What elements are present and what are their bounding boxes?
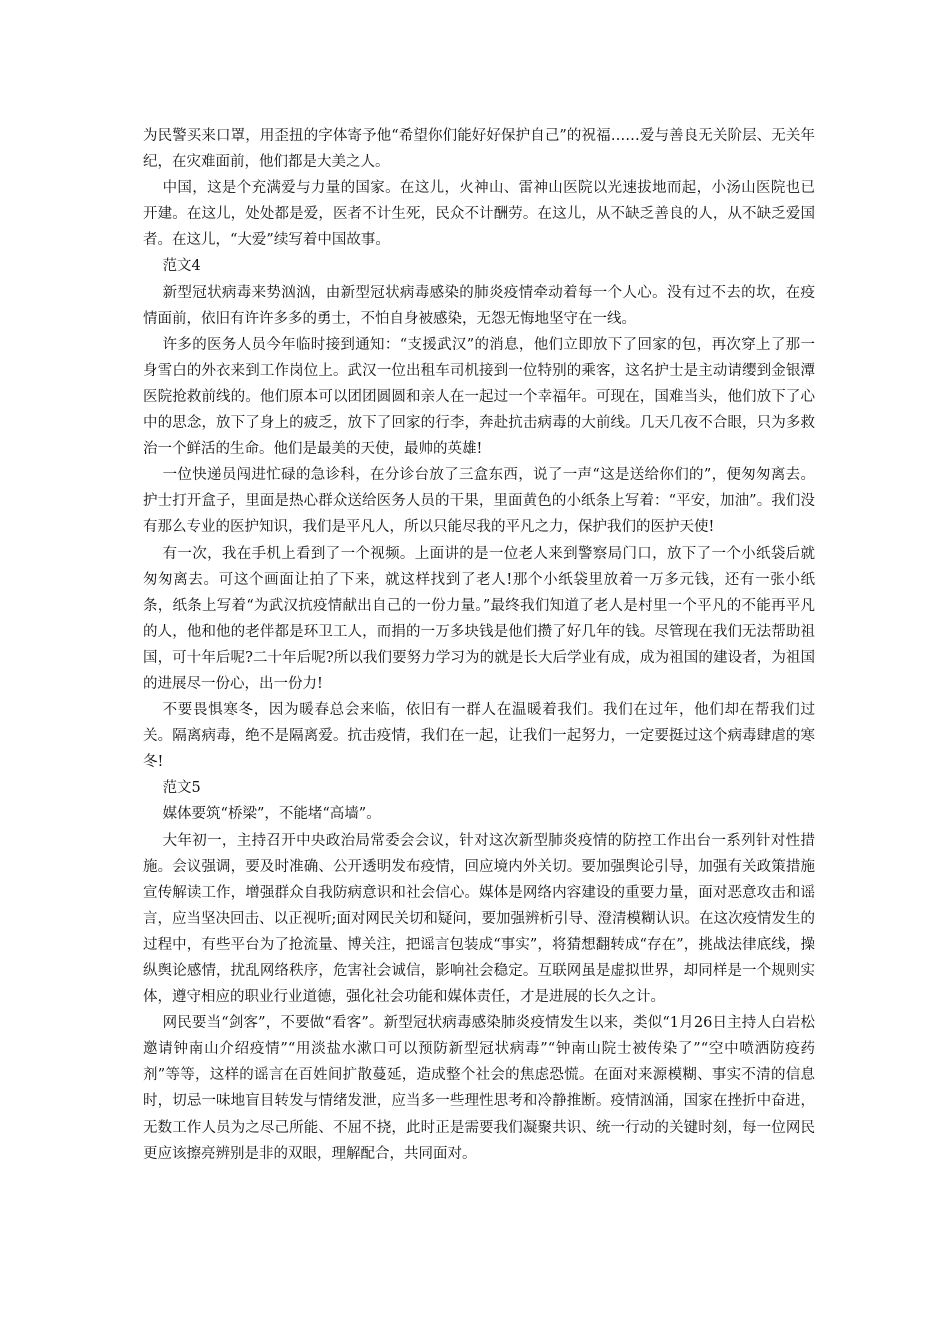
paragraph-continuation: 为民警买来口罩，用歪扭的字体寄予他“希望你们能好好保护自己”的祝福……爱与善良无关阶层、无关年纪，在灾难面前，他们都是大美之人。 — [143, 128, 815, 171]
paragraph-china-love: 中国，这是个充满爱与力量的国家。在这儿，火神山、雷神山医院以光速拔地而起，小汤山医院也已开建。在这儿，处处都是爱，医者不计生死，民众不计酬劳。在这儿，从不缺乏善良的人，从不缺乏爱国者。在这儿，“大爱”续写着中国故事。 — [143, 180, 815, 249]
paragraph-virus-intro: 新型冠状病毒来势汹汹，由新型冠状病毒感染的肺炎疫情牵动着每一个人心。没有过不去的坎，在疫情面前，依旧有许许多多的勇士，不怕自身被感染，无怨无悔地坚守在一线。 — [143, 284, 815, 327]
document-body — [143, 123, 815, 1167]
paragraph-netizens: 网民要当“剑客”，不要做“看客”。新型冠状病毒感染肺炎疫情发生以来，类似“1月26日主持人白岩松邀请钟南山介绍疫情”“用淡盐水漱口可以预防新型冠状病毒”“钟南山院士被传染了”“空中喷洒防疫药剂”等等，这样的谣言在百姓间扩散蔓延，造成整个社会的焦虑恐慌。在面对来源模糊、事实不清的信息时，切忌一味地盲目转发与情绪发泄，应当多一些理性思考和冷静推断。疫情汹涌，国家在挫折中奋进，无数工作人员为之尽己所能、不屈不挠，此时正是需要我们凝聚共识、统一行动的关键时刻，每一位网民更应该擦亮辨别是非的双眼，理解配合，共同面对。 — [143, 1015, 815, 1162]
paragraph-winter: 不要畏惧寒冬，因为暖春总会来临，依旧有一群人在温暖着我们。我们在过年，他们却在帮我们过关。隔离病毒，绝不是隔离爱。抗击疫情，我们在一起，让我们一起努力，一定要挺过这个病毒肆虐的寒冬! — [143, 702, 815, 771]
section-heading-4: 范文4 — [162, 258, 201, 275]
paragraph-elderly-donor: 有一次，我在手机上看到了一个视频。上面讲的是一位老人来到警察局门口，放下了一个小纸袋后就匆匆离去。可这个画面让拍了下来，就这样找到了老人!那个小纸袋里放着一万多元钱，还有一张小纸条，纸条上写着“为武汉抗疫情献出自己的一份力量。”最终我们知道了老人是村里一个平凡的不能再平凡的人，他和他的老伴都是环卫工人，而捐的一万多块钱是他们攒了好几年的钱。尽管现在我们无法帮助祖国，可十年后呢?二十年后呢?所以我们要努力学习为的就是长大后学业有成，成为祖国的建设者，为祖国的进展尽一份心，出一份力! — [143, 545, 815, 692]
paragraph-courier: 一位快递员闯进忙碌的急诊科，在分诊台放了三盒东西，说了一声“这是送给你们的”，便匆匆离去。护士打开盒子，里面是热心群众送给医务人员的干果，里面黄色的小纸条上写着：“平安，加油”。我们没有那么专业的医护知识，我们是平凡人，所以只能尽我的平凡之力，保护我们的医护天使! — [143, 467, 815, 536]
paragraph-policy: 大年初一，主持召开中央政治局常委会会议，针对这次新型肺炎疫情的防控工作出台一系列针对性措施。会议强调，要及时准确、公开透明发布疫情，回应境内外关切。要加强舆论引导，加强有关政策措施宣传解读工作，增强群众自我防病意识和社会信心。媒体是网络内容建设的重要力量，面对恶意攻击和谣言，应当坚决回击、以正视听;面对网民关切和疑问，要加强辨析引导、澄清模糊认识。在这次疫情发生的过程中，有些平台为了抢流量、博关注，把谣言包装成“事实”，将猜想翻转成“存在”，挑战法律底线，操纵舆论感情，扰乱网络秩序，危害社会诚信，影响社会稳定。互联网虽是虚拟世界，却同样是一个规则实体，遵守相应的职业行业道德，强化社会功能和媒体责任，才是进展的长久之计。 — [143, 832, 815, 1006]
paragraph-media-bridge: 媒体要筑“桥梁”，不能堵“高墙”。 — [162, 806, 381, 823]
paragraph-medical-staff: 许多的医务人员今年临时接到通知：“支援武汉”的消息，他们立即放下了回家的包，再次穿上了那一身雪白的外衣来到工作岗位上。武汉一位出租车司机接到一位特别的乘客，这名护士是主动请缨到金银潭医院抢救前线的。他们原本可以团团圆圆和亲人在一起过一个幸福年。可现在，国难当头，他们放下了心中的思念，放下了身上的疲乏，放下了回家的行李，奔赴抗击病毒的大前线。几天几夜不合眼，只为多救治一个鲜活的生命。他们是最美的天使，最帅的英雄! — [143, 336, 815, 458]
section-heading-5: 范文5 — [162, 780, 201, 797]
